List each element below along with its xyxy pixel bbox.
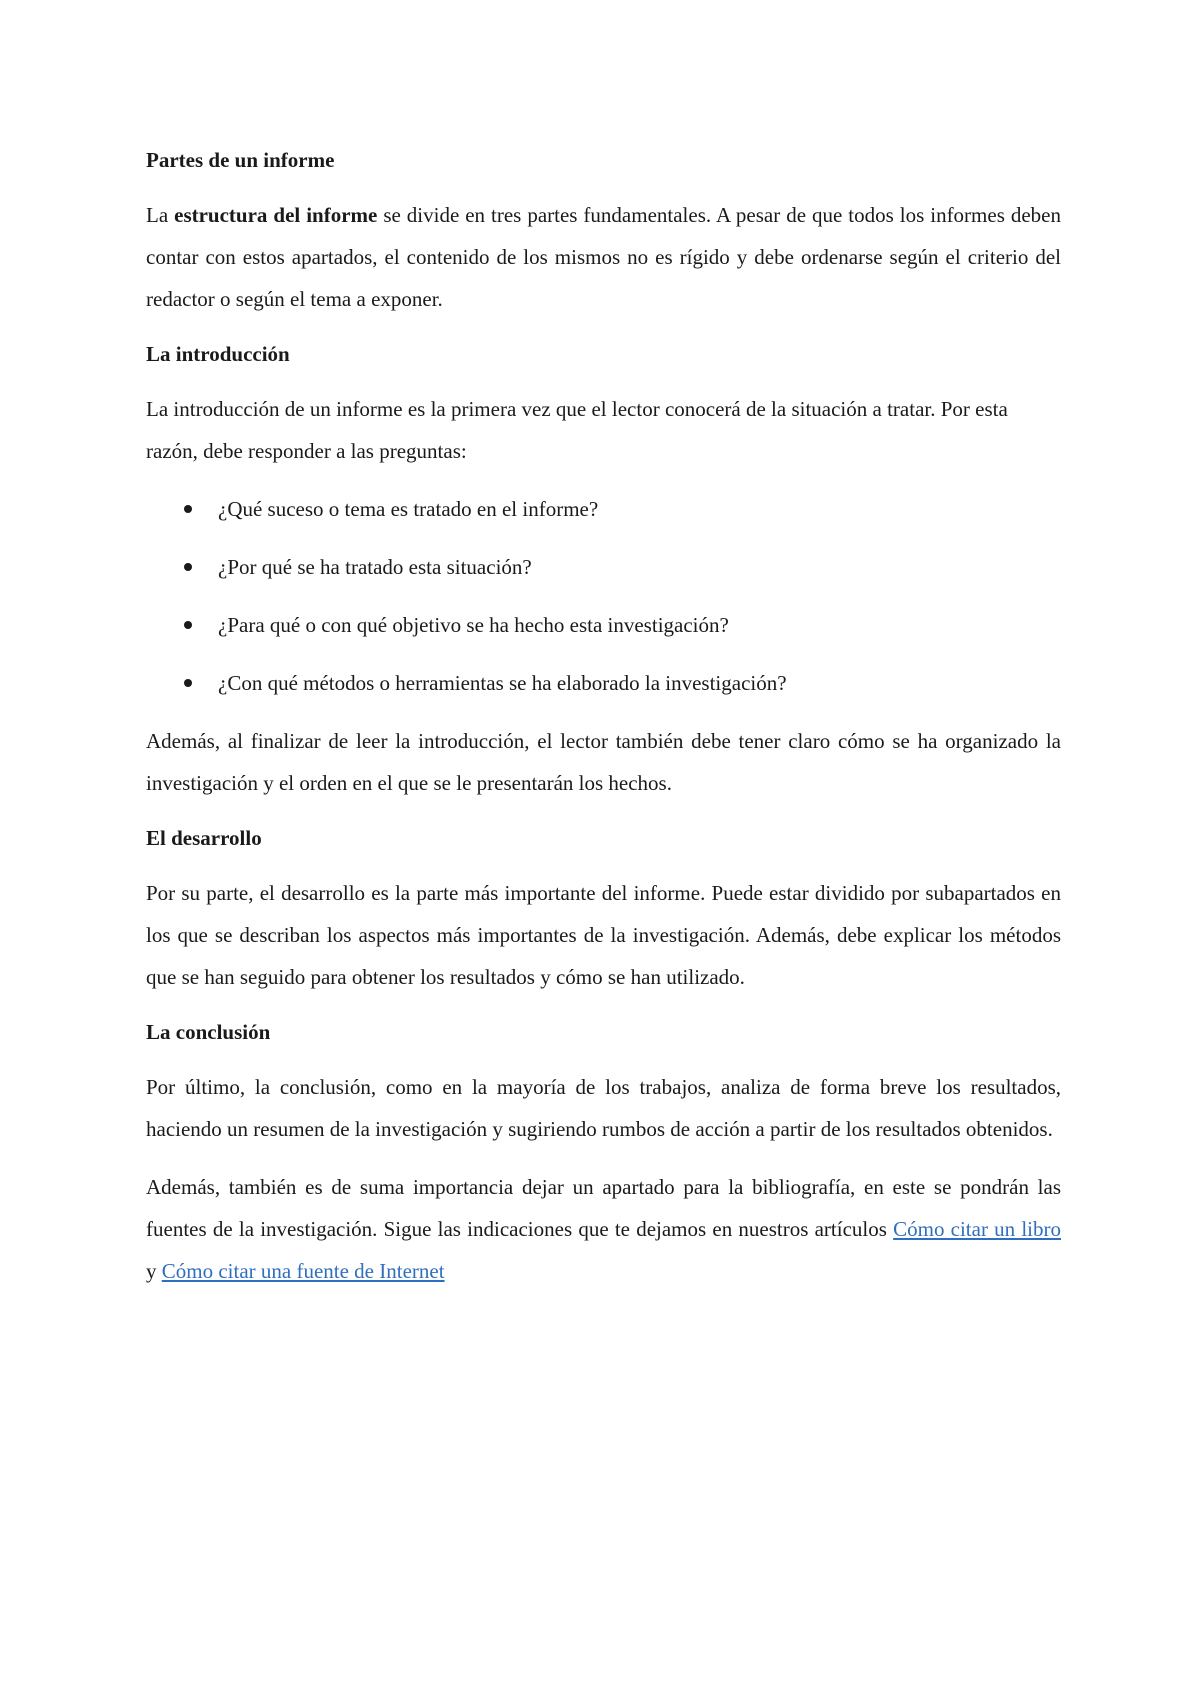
list-item xyxy=(146,546,1061,588)
list-item-text: ¿Qué suceso o tema es tratado en el informe? xyxy=(218,497,599,521)
list-item xyxy=(146,604,1061,646)
bullet-icon xyxy=(184,505,192,513)
list-item xyxy=(146,662,1061,704)
link-citar-fuente-internet[interactable]: Cómo citar una fuente de Internet xyxy=(161,1259,445,1283)
list-item-text: ¿Para qué o con qué objetivo se ha hecho esta investigación? xyxy=(218,613,729,637)
introduccion-paragraph: La introducción de un informe es la primera vez que el lector conocerá de la situación a tratar. Por esta razón, debe responder a las preguntas: xyxy=(146,397,1008,463)
bullet-icon xyxy=(184,679,192,687)
introduccion-closing-paragraph: Además, al finalizar de leer la introducción, el lector también debe tener claro cómo se ha organizado la investigación y el orden en el que se le presentarán los hechos. xyxy=(146,729,1061,795)
questions-list xyxy=(146,488,1061,704)
intro-paragraph xyxy=(146,194,1061,320)
conclusion-paragraph: Por último, la conclusión, como en la mayoría de los trabajos, analiza de forma breve los resultados, haciendo un resumen de la investigación y sugiriendo rumbos de acción a partir de los resultados obtenidos. xyxy=(146,1075,1061,1141)
bibliography-text: Además, también es de suma importancia dejar un apartado para la bibliografía, en este se pondrán las fuentes de la investigación. Sigue las indicaciones que te dejamos en nuestros artículos xyxy=(146,1175,1061,1241)
intro-rest: se divide en tres partes fundamentales. A pesar de que todos los informes deben contar con estos apartados, el contenido de los mismos no es rígido y debe ordenarse según el criterio del redactor o según el tema a exponer. xyxy=(146,203,1061,311)
desarrollo-paragraph: Por su parte, el desarrollo es la parte más importante del informe. Puede estar dividido por subapartados en los que se describan los aspectos más importantes de la investigación. Además, debe explicar los métodos que se han seguido para obtener los resultados y cómo se han utilizado. xyxy=(146,881,1061,989)
heading-conclusion: La conclusión xyxy=(146,1020,271,1044)
list-item xyxy=(146,488,1061,530)
link-citar-libro[interactable]: Cómo citar un libro xyxy=(893,1217,1062,1241)
intro-bold-term: estructura del informe xyxy=(174,203,378,227)
bullet-icon xyxy=(184,621,192,629)
heading-introduccion: La introducción xyxy=(146,342,290,366)
bibliography-paragraph xyxy=(146,1166,1061,1292)
document-page xyxy=(146,142,1061,1308)
document-title: Partes de un informe xyxy=(146,148,335,172)
list-item-text: ¿Con qué métodos o herramientas se ha elaborado la investigación? xyxy=(218,671,787,695)
list-item-text: ¿Por qué se ha tratado esta situación? xyxy=(218,555,532,579)
link-connector: y xyxy=(146,1259,162,1283)
intro-prefix: La xyxy=(146,203,175,227)
heading-desarrollo: El desarrollo xyxy=(146,826,262,850)
bullet-icon xyxy=(184,563,192,571)
